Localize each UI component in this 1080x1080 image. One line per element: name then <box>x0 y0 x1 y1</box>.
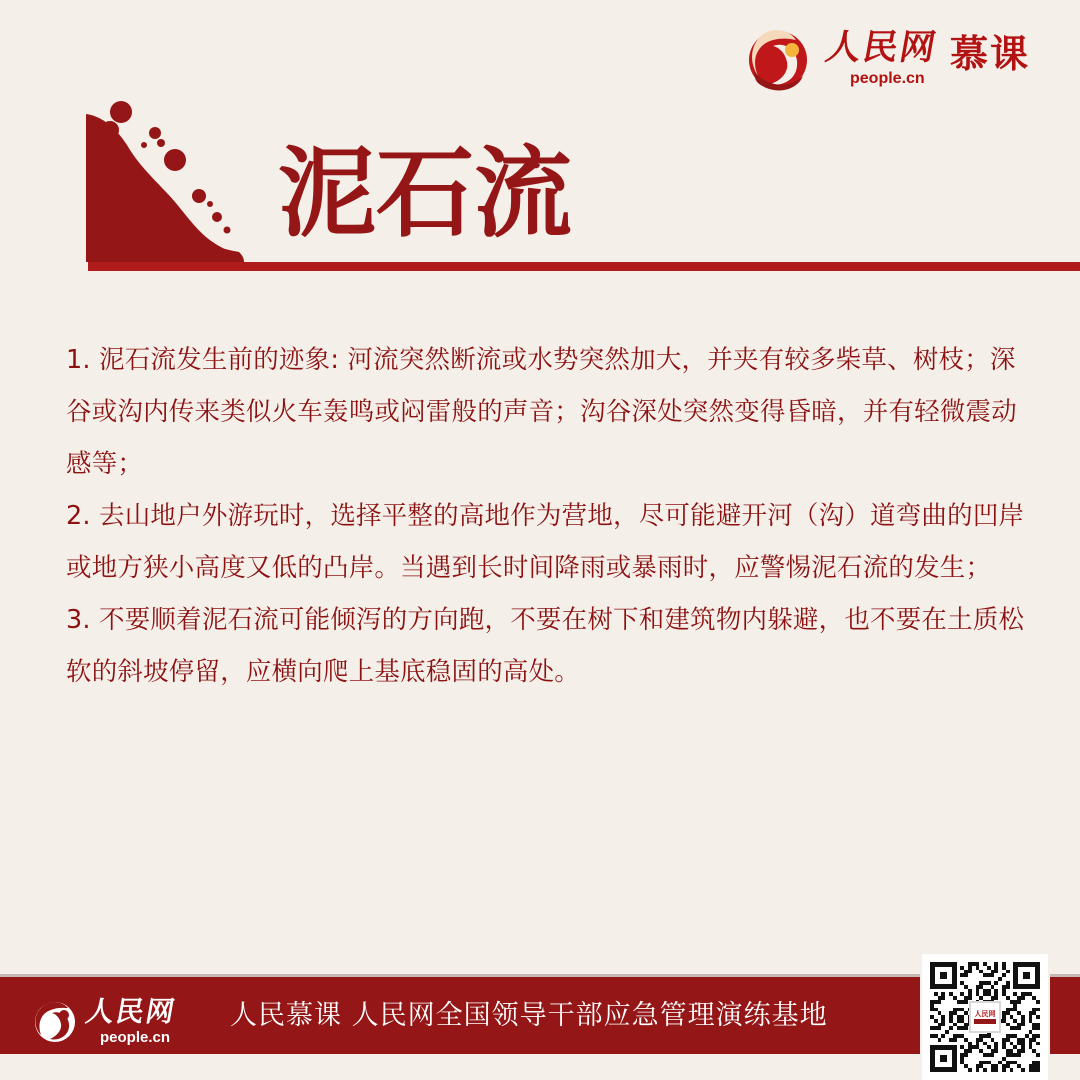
footer-logo <box>30 994 204 1049</box>
mudslide-slope-icon <box>82 99 262 271</box>
qr-module <box>1036 1068 1040 1072</box>
tip-item: 1. 泥石流发生前的迹象: 河流突然断流或水势突然加大，并夹有较多柴草、树枝；深谷或沟内传来类似火车轰鸣或闷雷般的声音；沟谷深处突然变得昏暗，并有轻微震动感等； <box>66 345 1017 479</box>
tip-item: 3. 不要顺着泥石流可能倾泻的方向跑，不要在树下和建筑物内躲避，也不要在土质松软的斜坡停留，应横向爬上基底稳固的高处。 <box>66 605 1025 687</box>
footer-text: 人民慕课 人民网全国领导干部应急管理演练基地 <box>230 1000 828 1031</box>
course-label: 慕课 <box>950 32 1031 76</box>
qr-center-bar <box>974 1019 996 1024</box>
logo-brand-text: 人民网 <box>822 27 941 68</box>
title-divider <box>88 262 1080 271</box>
qr-center-brand: 人民网 <box>974 1009 996 1018</box>
footer-logo-brand-text: 人民网 <box>83 995 180 1028</box>
page-title: 泥石流 <box>278 136 573 251</box>
qr-finder-pattern <box>930 1045 957 1072</box>
footer-logo-domain-text: people.cn <box>100 1029 171 1046</box>
tip-item: 2. 去山地户外游玩时，选择平整的高地作为营地，尽可能避开河（沟）道弯曲的凹岸或地方狭小高度又低的凸岸。当遇到长时间降雨或暴雨时，应警惕泥石流的发生； <box>66 501 1025 583</box>
footer-bar <box>0 974 1080 1054</box>
logo-domain-text: people.cn <box>850 70 925 87</box>
footer-logo-icon <box>30 997 80 1047</box>
qr-center-logo <box>969 1001 1001 1033</box>
qr-code-icon <box>922 954 1048 1080</box>
safety-tips <box>66 334 1036 698</box>
qr-finder-pattern <box>1013 962 1040 989</box>
people-cn-logo-icon <box>742 24 814 96</box>
qr-finder-pattern <box>930 962 957 989</box>
qr-code-pattern <box>930 962 1040 1072</box>
